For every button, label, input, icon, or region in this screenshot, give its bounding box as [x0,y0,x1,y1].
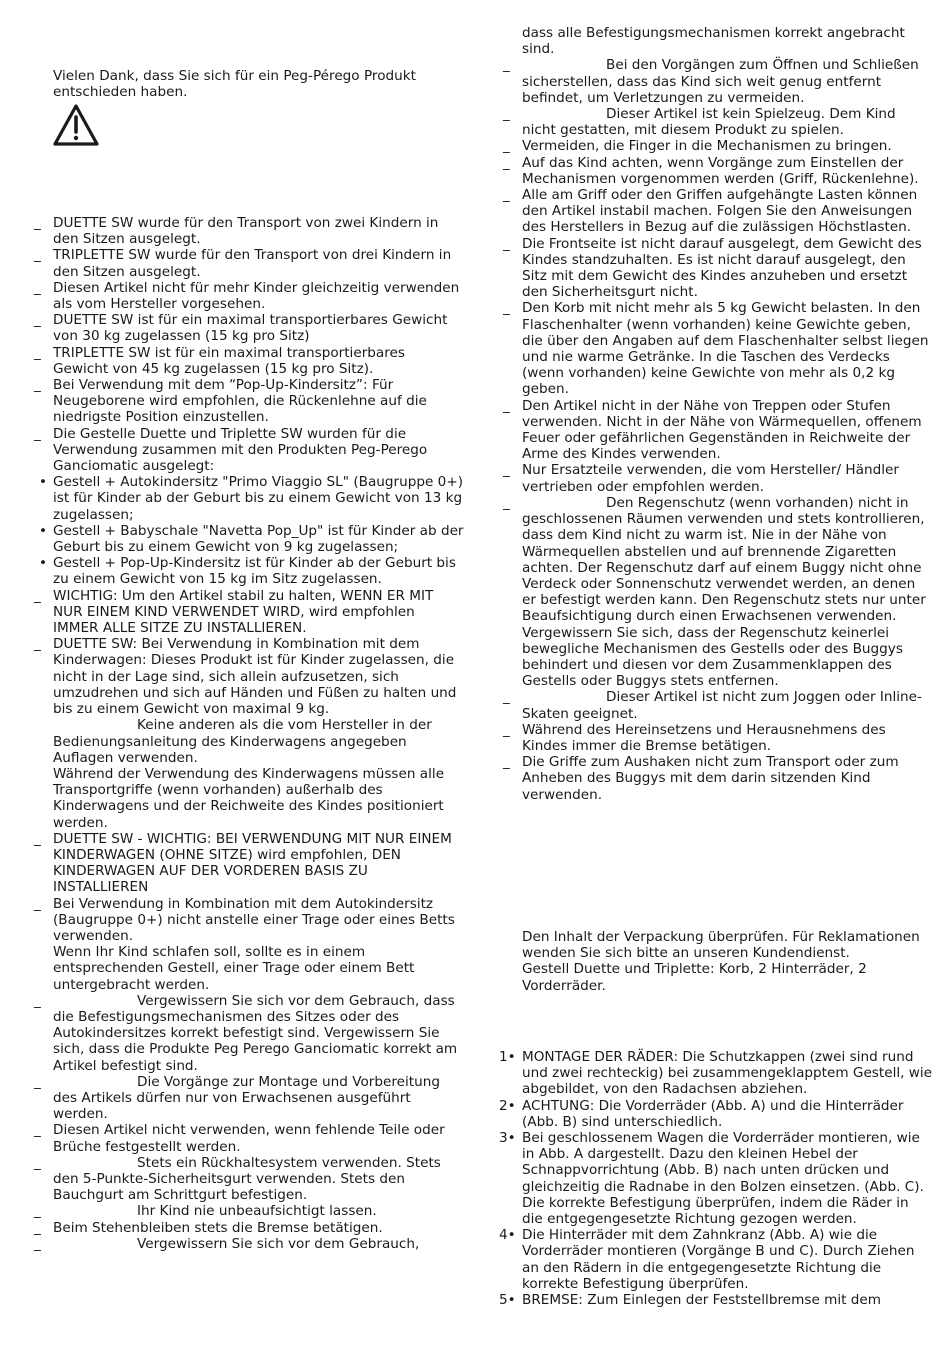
item-text: Stets ein Rückhaltesystem verwenden. Stets den 5-Punkte-Sicherheitsgurt verwenden. Stets den Bauchgurt am Schrittgurt befestigen. [53,1154,441,1204]
item-text: Die Griffe zum Aushaken nicht zum Transport oder zum Anheben des Buggys mit dem darin sitzenden Kind verwenden. [522,754,899,803]
dash-marker: _ [34,587,41,604]
item-text: Bei Verwendung mit dem “Pop-Up-Kindersitz”: Für Neugeborene wird empfohlen, die Rückenlehne auf die niedrigste Position einzustellen. [53,377,427,426]
item-text: Keine anderen als die vom Hersteller in der Bedienungsanleitung des Kinderwagens angegeben Auflagen verwenden. [53,717,432,766]
bullet-item [34,474,464,523]
item-text: Vermeiden, die Finger in die Mechanismen zu bringen. [522,138,892,155]
dash-marker: _ [503,462,510,479]
safety-warnings-list-continued [503,25,933,803]
item-text: Gestell + Autokindersitz "Primo Viaggio SL" (Baugruppe 0+) ist für Kinder ab der Geburt bis zu einem Gewicht von 13 kg zugelassen; [53,474,464,523]
step-number: 4• [499,1227,516,1244]
item-text: Dieser Artikel ist kein Spielzeug. Dem Kind nicht gestatten, mit diesem Produkt zu spielen. [522,106,896,139]
item-text: Bei Verwendung in Kombination mit dem Autokindersitz (Baugruppe 0+) nicht anstelle einer Trage oder eines Betts verwenden. [53,895,455,944]
contents-parts: Gestell Duette und Triplette: Korb, 2 Hinterräder, 2 Vorderräder. [522,961,867,994]
item-text: TRIPLETTE SW wurde für den Transport von drei Kindern in den Sitzen ausgelegt. [53,247,452,280]
item-text: Die Frontseite ist nicht darauf ausgelegt, dem Gewicht des Kindes standzuhalten. Es ist nicht darauf ausgelegt, den Sitz mit dem Gewicht des Kindes anzuheben und ersetzt den Sicherheitsgurt nicht. [522,235,922,301]
assembly-steps [499,1049,933,1309]
dash-marker: _ [503,689,510,706]
dash-marker: _ [34,279,41,296]
item-text: Alle am Griff oder den Griffen aufgehängte Lasten können den Artikel instabil machen. Folgen Sie den Anweisungen des Herstellers in Bezug auf die zulässigen Höchstlasten. [522,187,918,236]
dash-marker: _ [34,830,41,847]
warning-item [34,345,464,377]
item-text: Beim Stehenbleiben stets die Bremse betätigen. [53,1219,383,1236]
dash-marker: _ [503,754,510,771]
dash-marker: _ [34,344,41,361]
warning-item [34,280,464,312]
item-text: Den Artikel nicht in der Nähe von Treppen oder Stufen verwenden. Nicht in der Nähe von Wärmequellen, offenem Feuer oder gefährlichen Gegenständen in Reichweite der Arme des Kindes verwenden. [522,397,922,463]
bullet-marker: • [39,474,48,491]
dash-marker: _ [503,57,510,74]
item-text: TRIPLETTE SW ist für ein maximal transportierbares Gewicht von 45 kg zugelassen (15 kg pro Sitz). [53,344,405,377]
warning-item [34,215,464,247]
warning-item [34,426,464,475]
step-text: MONTAGE DER RÄDER: Die Schutzkappen (zwei sind rund und zwei rechteckig) bei zusammengeklapptem Gestell, wie abgebildet, von den Radachsen abziehen. [522,1049,933,1098]
dash-marker: _ [34,895,41,912]
item-text: WICHTIG: Um den Artikel stabil zu halten, WENN ER MIT NUR EINEM KIND VERWENDET WIRD, wird empfohlen IMMER ALLE SITZE ZU INSTALLIEREN. [53,587,434,637]
warning-item [34,944,464,993]
dash-marker: _ [34,312,41,329]
bullet-item [34,523,464,555]
item-text: Den Korb mit nicht mehr als 5 kg Gewicht belasten. In den Flaschenhalter (wenn vorhanden) keine Gewichte geben, die über den Angaben auf dem Flaschenhalter selbst liegen und nie warme Getränke. In die Taschen des Verdecks (wenn vorhanden) keine Gewichte von mehr als 0,2 kg geben. [522,300,929,398]
safety-warnings-list [34,215,464,1252]
step-text: BREMSE: Zum Einlegen der Feststellbremse mit dem [522,1292,882,1309]
package-contents [503,929,933,994]
dash-marker: _ [34,1219,41,1236]
item-text: Vergewissern Sie sich vor dem Gebrauch, dass die Befestigungsmechanismen des Sitzes oder des Autokindersitzes korrekt befestigt sind. Vergewissern Sie sich, dass die Produkte Peg Perego Ganciomatic korrekt am Artikel befestigt sind. [53,992,458,1074]
item-text: Nur Ersatzteile verwenden, die vom Hersteller/ Händler vertrieben oder empfohlen werden. [522,462,899,495]
warning-item [503,689,933,721]
warning-item [34,312,464,344]
dash-marker: _ [34,247,41,264]
warning-item [34,1074,464,1123]
warning-item [34,1236,464,1252]
step-number: 5• [499,1292,516,1309]
dash-marker: _ [34,1122,41,1139]
assembly-step [499,1227,933,1292]
assembly-step [499,1097,933,1130]
bullet-marker: • [39,522,48,539]
item-text: Die Vorgänge zur Montage und Vorbereitung des Artikels dürfen nur von Erwachsenen ausgeführt werden. [53,1073,440,1123]
step-text: Bei geschlossenem Wagen die Vorderräder montieren, wie in Abb. A dargestellt. Dazu den kleinen Hebel der Schnappvorrichtung (Abb. B) nach unten drücken und gleichzeitig die Radnabe in den Bolzen einsetzen. (Abb. C). Die korrekte Befestigung überprüfen, indem die Räder in die entgegengesetzte Richtung gezogen werden. [522,1130,924,1228]
assembly-step [499,1130,933,1228]
warning-item [34,377,464,426]
warning-item [503,106,933,138]
dash-marker: _ [503,154,510,171]
step-text: ACHTUNG: Die Vorderräder (Abb. A) und die Hinterräder (Abb. B) sind unterschiedlich. [522,1097,904,1130]
step-number: 3• [499,1130,516,1147]
item-text: DUETTE SW - WICHTIG: BEI VERWENDUNG MIT NUR EINEM KINDERWAGEN (OHNE SITZE) wird empfohlen, DEN KINDERWAGEN AUF DER VORDEREN BASIS ZU INSTALLIEREN [53,830,452,896]
dash-marker: _ [34,215,41,231]
item-text: Bei den Vorgängen zum Öffnen und Schließen sicherstellen, dass das Kind sich weit genug entfernt befindet, um Verletzungen zu vermeiden. [522,57,919,106]
warning-item [34,717,464,766]
dash-marker: _ [34,1154,41,1171]
item-text: Während der Verwendung des Kinderwagens müssen alle Transportgriffe (wenn vorhanden) außerhalb des Kinderwagens und der Reichweite des Kindes positioniert werden. [53,765,445,831]
warning-item [503,722,933,754]
item-text: Den Regenschutz (wenn vorhanden) nicht in geschlossenen Räumen verwenden und stets kontrollieren, dass dem Kind nicht zu warm ist. Nie in der Nähe von Wärmequellen abstellen und auf brennende Zigaretten achten. Der Regenschutz darf auf einem Buggy nicht ohne Verdeck oder Sonnenschutz verwendet werden, an denen er befestigt werden kann. Den Regenschutz stets nur unter Beaufsichtigung durch einen Erwachsenen verwenden. Vergewissern Sie sich, dass der Regenschutz keinerlei bewegliche Mechanismen des Gestells oder des Buggys behindert und diesen vor dem Zusammenklappen des Gestells oder Buggys stets entfernen. [522,494,926,690]
item-text: Diesen Artikel nicht für mehr Kinder gleichzeitig verwenden als vom Hersteller vorgesehen. [53,279,460,313]
item-text: dass alle Befestigungsmechanismen korrekt angebracht sind. [522,25,905,58]
step-number: 2• [499,1097,516,1114]
dash-marker: _ [503,106,510,123]
warning-item [34,1220,464,1236]
warning-item [34,1203,464,1219]
dash-marker: _ [34,425,41,442]
item-text: DUETTE SW: Bei Verwendung in Kombination mit dem Kinderwagen: Dieses Produkt ist für Kinder zugelassen, die nicht in der Lage sind, sich allein aufzusetzen, sich umzudrehen und sich auf Händen und Füßen zu halten und bis zu einem Gewicht von maximal 9 kg. [53,636,457,718]
warning-item [503,462,933,494]
dash-marker: _ [503,397,510,414]
warning-item [34,1122,464,1154]
item-text: Dieser Artikel ist nicht zum Joggen oder Inline-Skaten geeignet. [522,689,922,722]
item-text: Gestell + Pop-Up-Kindersitz ist für Kinder ab der Geburt bis zu einem Gewicht von 15 kg im Sitz zugelassen. [53,555,456,588]
warning-item [503,155,933,187]
dash-marker: _ [34,1073,41,1090]
step-number: 1• [499,1049,516,1065]
dash-marker: _ [34,377,41,394]
dash-marker: _ [503,721,510,738]
item-text: Vergewissern Sie sich vor dem Gebrauch, [137,1235,420,1252]
bullet-item [34,555,464,587]
warning-item [503,138,933,154]
assembly-step [499,1292,933,1309]
warning-item [503,398,933,463]
step-text: Die Hinterräder mit dem Zahnkranz (Abb. A) wie die Vorderräder montieren (Vorgänge B und C). Durch Ziehen an den Rädern in die entgegengesetzte Richtung die korrekte Befestigung überprüfen. [522,1227,915,1292]
warning-item [34,896,464,945]
warning-item [503,187,933,236]
warning-item [503,754,933,803]
dash-marker: _ [34,636,41,653]
warning-item [503,25,933,57]
warning-item [503,57,933,106]
warning-item [34,766,464,831]
warning-item [503,300,933,397]
warning-item [34,831,464,896]
item-text: Auf das Kind achten, wenn Vorgänge zum Einstellen der Mechanismen vorgenommen werden (Griff, Rückenlehne). [522,154,919,187]
dash-marker: _ [503,494,510,511]
warning-item [34,247,464,279]
dash-marker: _ [503,300,510,317]
item-text: Ihr Kind nie unbeaufsichtigt lassen. [137,1203,377,1220]
assembly-step [499,1049,933,1098]
contents-check: Den Inhalt der Verpackung überprüfen. Für Reklamationen wenden Sie sich bitte an unseren Kundendienst. [522,929,920,962]
warning-item [34,636,464,717]
item-text: Die Gestelle Duette und Triplette SW wurden für die Verwendung zusammen mit den Produkten Peg-Perego Ganciomatic ausgelegt: [53,425,428,475]
item-text: Während des Hereinsetzens und Herausnehmens des Kindes immer die Bremse betätigen. [522,721,886,754]
item-text: DUETTE SW ist für ein maximal transportierbares Gewicht von 30 kg zugelassen (15 kg pro Sitz) [53,312,448,345]
dash-marker: _ [503,138,510,155]
item-text: Gestell + Babyschale "Navetta Pop_Up" ist für Kinder ab der Geburt bis zu einem Gewicht von 9 kg zugelassen; [53,522,464,556]
item-text: Diesen Artikel nicht verwenden, wenn fehlende Teile oder Brüche festgestellt werden. [53,1122,445,1155]
warning-item [503,236,933,301]
dash-marker: _ [503,235,510,252]
dash-marker: _ [34,992,41,1009]
warning-item [34,993,464,1074]
warning-triangle-icon [52,103,100,147]
item-text: DUETTE SW wurde für den Transport von zwei Kindern in den Sitzen ausgelegt. [53,215,439,248]
dash-marker: _ [34,1203,41,1220]
dash-marker: _ [34,1235,41,1252]
warning-item [34,588,464,637]
warning-item [34,1155,464,1204]
item-text: Wenn Ihr Kind schlafen soll, sollte es in einem entsprechenden Gestell, einer Trage oder einem Bett untergebracht werden. [53,944,415,993]
dash-marker: _ [503,187,510,204]
intro-thanks: Vielen Dank, dass Sie sich für ein Peg-Pérego Produkt entschieden haben. [53,68,416,101]
bullet-marker: • [39,555,48,572]
warning-item [503,495,933,689]
